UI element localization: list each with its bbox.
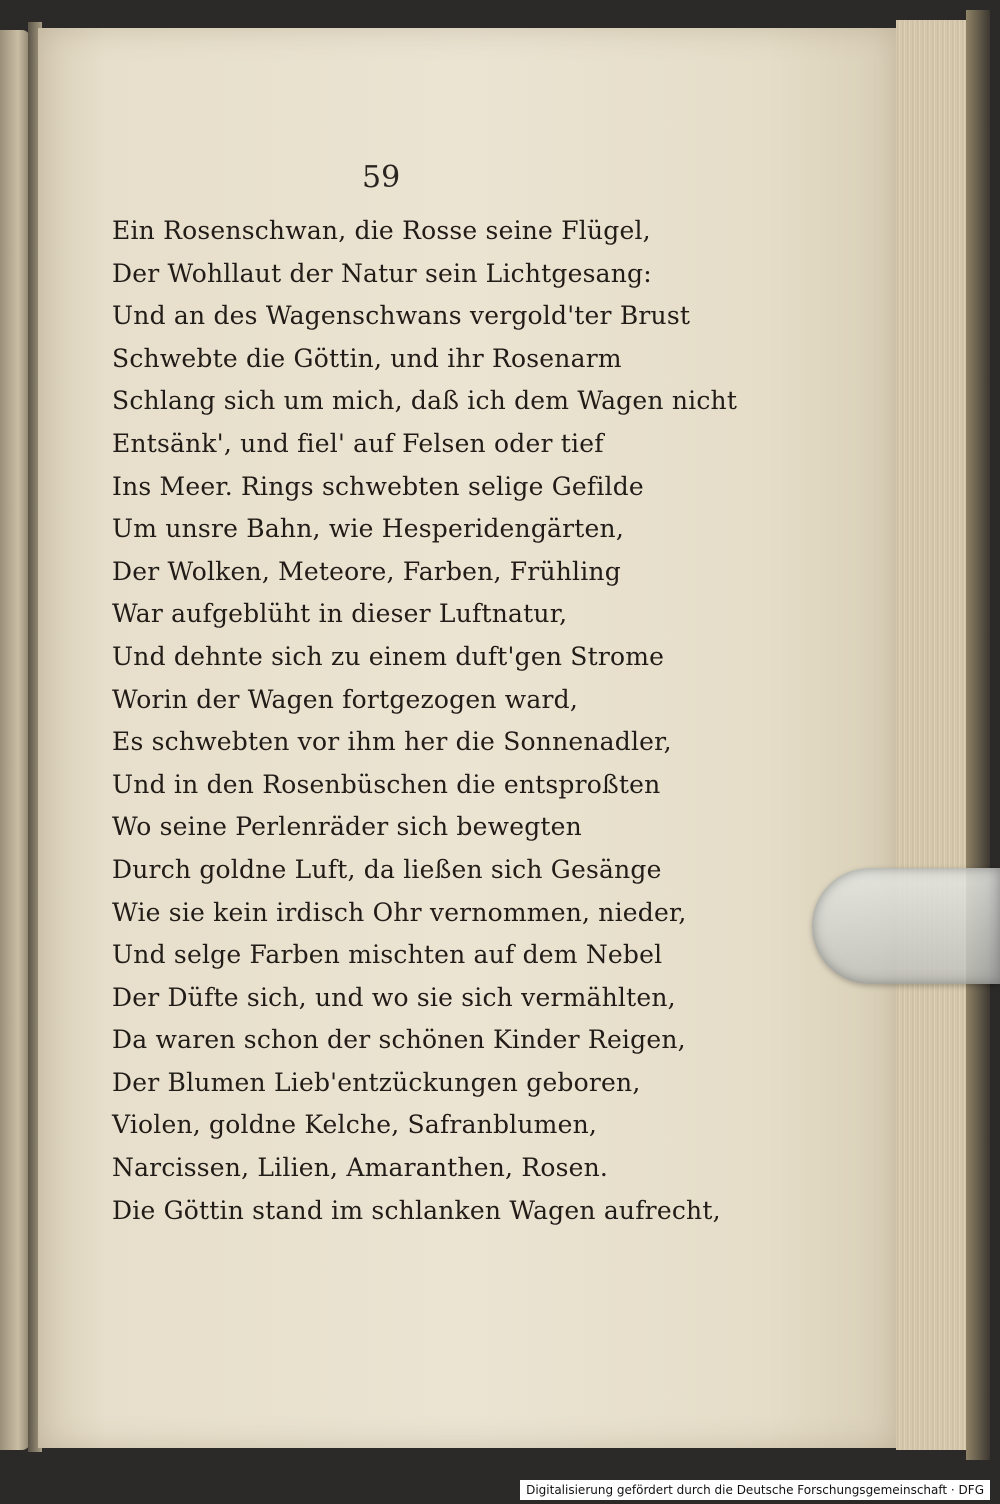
poem-line: Und in den Rosenbüschen die entsproßten xyxy=(112,769,661,799)
page-edges xyxy=(896,20,976,1450)
left-page-edge xyxy=(0,30,30,1450)
poem-line: Ins Meer. Rings schwebten selige Gefilde xyxy=(112,471,644,501)
poem-text xyxy=(112,210,738,1232)
poem-line: Es schwebten vor ihm her die Sonnenadler, xyxy=(112,727,672,757)
poem-line: War aufgeblüht in dieser Luftnatur, xyxy=(112,599,568,629)
poem-line: Narcissen, Lilien, Amaranthen, Rosen. xyxy=(112,1153,609,1183)
poem-line: Die Göttin stand im schlanken Wagen aufrecht, xyxy=(112,1195,721,1225)
poem-line: Der Wolken, Meteore, Farben, Frühling xyxy=(112,556,621,586)
poem-line: Schwebte die Göttin, und ihr Rosenarm xyxy=(112,343,622,373)
poem-line: Um unsre Bahn, wie Hesperidengärten, xyxy=(112,514,624,544)
cover-edge xyxy=(966,10,990,1460)
poem-line: Violen, goldne Kelche, Safranblumen, xyxy=(112,1110,598,1140)
poem-line: Und selge Farben mischten auf dem Nebel xyxy=(112,940,663,970)
page-number: 59 xyxy=(362,160,401,195)
poem-line: Ein Rosenschwan, die Rosse seine Flügel, xyxy=(112,216,651,245)
poem-line: Der Blumen Lieb'entzückungen geboren, xyxy=(112,1067,641,1097)
poem-line: Schlang sich um mich, daß ich dem Wagen nicht xyxy=(112,386,738,416)
poem-line: Entsänk', und fiel' auf Felsen oder tief xyxy=(112,428,604,458)
poem-line: Der Düfte sich, und wo sie sich vermählten, xyxy=(112,982,676,1012)
poem-line: Und an des Wagenschwans vergold'ter Brust xyxy=(112,301,691,331)
poem-line: Und dehnte sich zu einem duft'gen Strome xyxy=(112,641,665,671)
digitization-credit: Digitalisierung gefördert durch die Deutsche Forschungsgemeinschaft · DFG xyxy=(520,1480,990,1500)
poem-line: Durch goldne Luft, da ließen sich Gesänge xyxy=(112,854,662,884)
poem-line: Wo seine Perlenräder sich bewegten xyxy=(112,812,582,842)
page-clip xyxy=(812,868,1000,984)
poem-line: Wie sie kein irdisch Ohr vernommen, nieder, xyxy=(112,897,687,927)
poem-line: Der Wohllaut der Natur sein Lichtgesang: xyxy=(112,258,652,288)
poem-line: Da waren schon der schönen Kinder Reigen, xyxy=(112,1025,686,1055)
poem-line: Worin der Wagen fortgezogen ward, xyxy=(112,684,578,714)
